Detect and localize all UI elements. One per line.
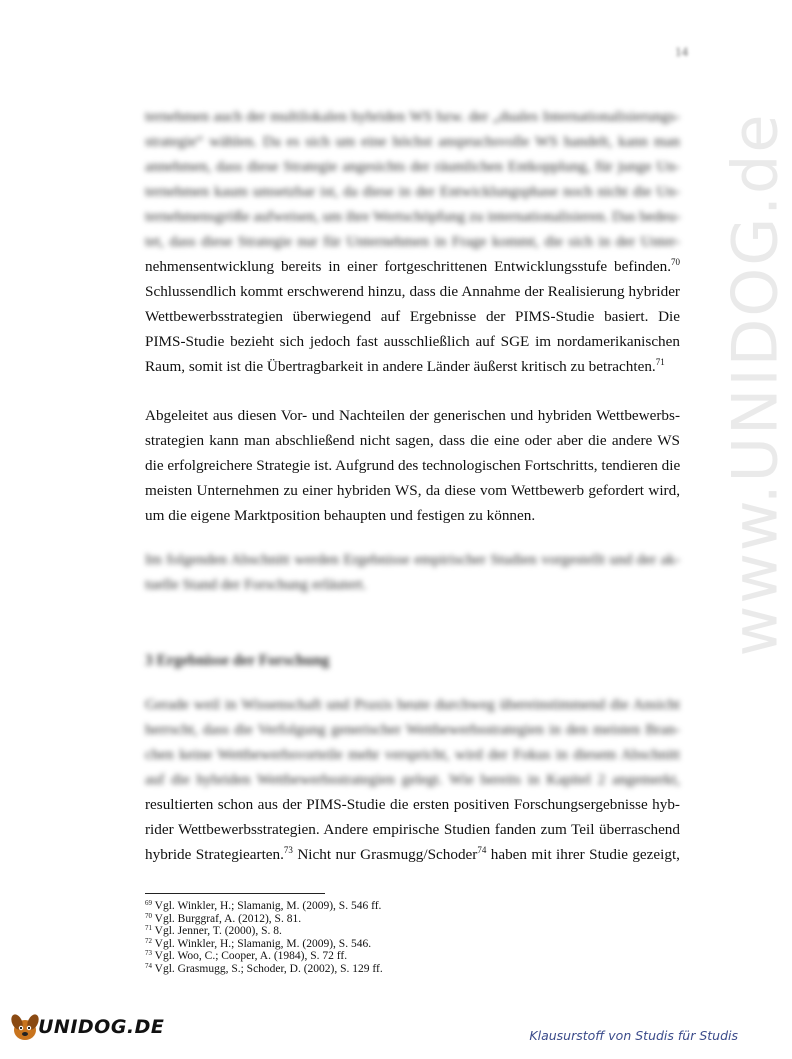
blurred-line: ternehmensgröße aufweisen, um ihre Wertschöpfung zu internationalisieren. Das bedeu-: [145, 208, 681, 225]
footnote: $^{70}$ Vgl. Burggraf, A. (2012), S. 81.: [145, 911, 302, 925]
text-line: um die eigene Marktposition behaupten und festigen zu können.: [145, 507, 536, 524]
logo-text: UNIDOG.DE: [38, 1016, 165, 1038]
blurred-line: chen keine Wettbewerbsvorteile mehr verspricht, wird der Fokus in diesem Abschnitt: [145, 746, 680, 763]
blurred-line: herrscht, dass die Verfolgung generischer Wettbewerbsstrategien in den meisten Bran-: [145, 721, 680, 738]
text-line: hybride Strategiearten.$^{73}$ Nicht nur Grasmugg/Schoder$^{74}$ haben mit ihrer Studie gezeigt,: [145, 845, 680, 863]
text-line: strategien kann man abschließend nicht sagen, dass die eine oder aber die andere WS: [145, 432, 680, 449]
paragraph-1: [145, 104, 680, 379]
blurred-line: tet, dass diese Strategie nur für Unternehmen in Frage kommt, die sich in der Unter-: [145, 233, 680, 250]
blurred-line: tuelle Stand der Forschung erläutert.: [145, 576, 367, 593]
text-line: PIMS-Studie bezieht sich jedoch fast ausschließlich auf SGE im nordamerikanischen: [145, 333, 680, 350]
footnote-ref[interactable]: 71: [655, 357, 665, 367]
tagline: Klausurstoff von Studis für Studis: [529, 1028, 738, 1043]
footnote-divider: [145, 893, 325, 894]
dog-icon: [8, 1010, 42, 1044]
paragraph-2: [145, 403, 680, 528]
text-line: Schlussendlich kommt erschwerend hinzu, dass die Annahme der Realisierung hybrider: [145, 283, 680, 300]
footnote-ref[interactable]: 70: [671, 257, 680, 267]
paragraph-3: [145, 547, 680, 597]
blurred-line: Gerade weil in Wissenschaft und Praxis heute durchweg übereinstimmend die Ansicht: [145, 696, 680, 713]
footnote: $^{72}$ Vgl. Winkler, H.; Slamanig, M. (2009), S. 546.: [145, 936, 372, 950]
blurred-line: ternehmen auch der multilokalen hybriden WS bzw. der „duales Internationalisierungs-: [145, 108, 680, 125]
blurred-line: auf die hybriden Wettbewerbsstrategien gelegt. Wie bereits in Kapitel 2 angemerkt,: [145, 771, 680, 788]
footnotes: [145, 900, 383, 976]
blurred-line: ternehmen kaum umsetzbar ist, da diese in der Entwicklungsphase noch nicht die Un-: [145, 183, 680, 200]
watermark: www.UNIDOG.de: [718, 112, 792, 657]
footnote: $^{74}$ Vgl. Grasmugg, S.; Schoder, D. (2002), S. 129 ff.: [145, 961, 383, 975]
blurred-line: strategie“ wählen. Da es sich um eine höchst anspruchsvolle WS handelt, kann man: [145, 133, 680, 150]
page-number: 14: [675, 44, 688, 59]
footnote-ref[interactable]: 73: [283, 845, 293, 855]
text-line: Raum, somit ist die Übertragbarkeit in andere Länder äußerst kritisch zu betrachten.$^{71}$: [145, 357, 665, 375]
unidog-logo[interactable]: [8, 1008, 165, 1048]
footnote: $^{71}$ Vgl. Jenner, T. (2000), S. 8.: [145, 924, 282, 938]
footnote: $^{73}$ Vgl. Woo, C.; Cooper, A. (1984), S. 72 ff.: [145, 949, 348, 963]
text-line: rider Wettbewerbsstrategien. Andere empirische Studien fanden zum Teil überraschend: [145, 821, 680, 838]
blurred-line: Im folgenden Abschnitt werden Ergebnisse empirischer Studien vorgestellt und der ak-: [145, 551, 680, 568]
text-line: die erfolgreichere Strategie ist. Aufgrund des technologischen Fortschritts, tendieren die: [145, 457, 681, 474]
text-line: resultierten schon aus der PIMS-Studie die ersten positiven Forschungsergebnisse hyb-: [145, 796, 680, 813]
blurred-line: annehmen, dass diese Strategie angesichts der räumlichen Entkopplung, für junge Un-: [145, 158, 680, 175]
text-line: meisten Unternehmen zu einer hybriden WS, da diese vom Wettbewerb gefordert wird,: [145, 482, 680, 499]
section-heading: 3 Ergebnisse der Forschung: [145, 652, 330, 669]
paragraph-4: [145, 692, 680, 867]
text-line: Abgeleitet aus diesen Vor- und Nachteilen der generischen und hybriden Wettbewerbs-: [145, 407, 680, 424]
footnote: $^{69}$ Vgl. Winkler, H.; Slamanig, M. (2009), S. 546 ff.: [145, 899, 382, 912]
text-line: nehmensentwicklung bereits in einer fortgeschrittenen Entwicklungsstufe befinden.$^{70}$: [145, 257, 680, 275]
text-line: Wettbewerbsstrategien überwiegend auf Ergebnisse der PIMS-Studie basiert. Die: [145, 308, 680, 325]
footnote-ref[interactable]: 74: [477, 845, 487, 855]
